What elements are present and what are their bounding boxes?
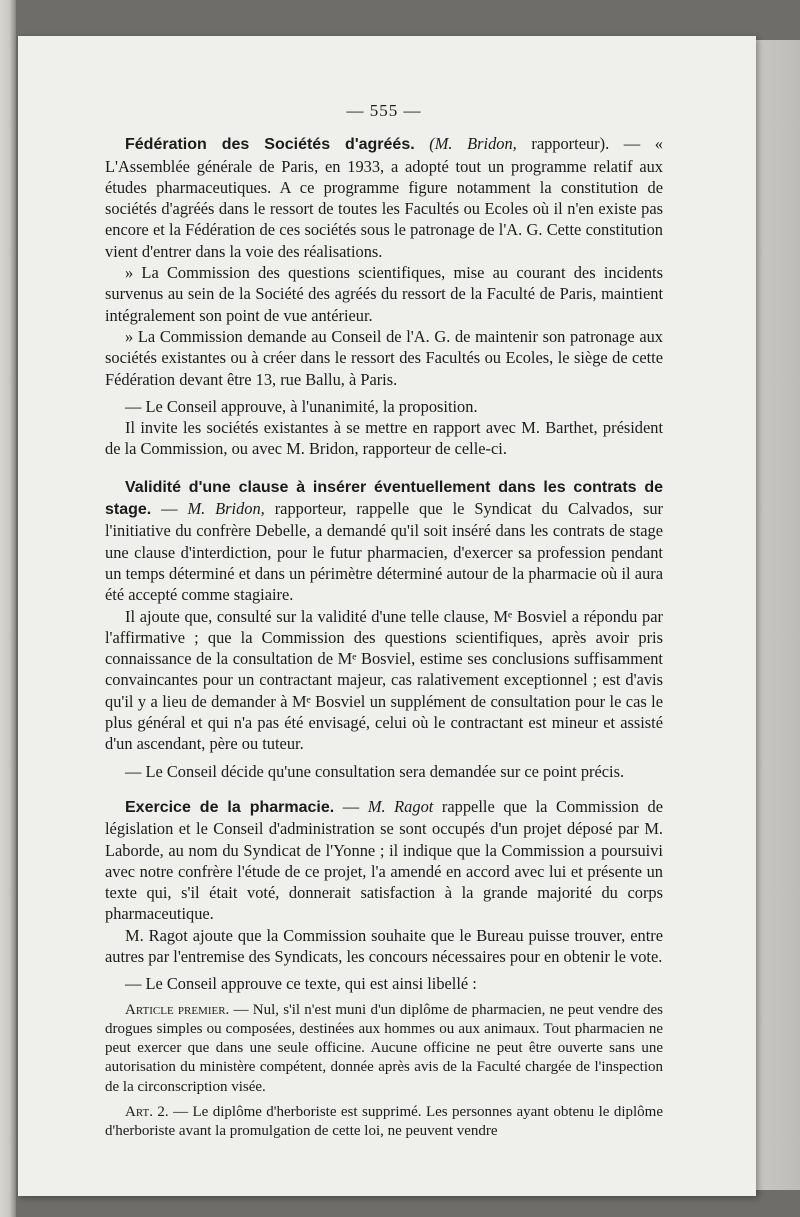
speaker-name: (M. Bridon, [429,134,517,154]
paragraph: — Le Conseil approuve, à l'unanimité, la proposition. [125,396,478,416]
paragraph-text: rappelle que la Commission de législation et le Conseil d'administration se sont occupés d'un projet déposé par M. Laborde, au nom du Syndicat de l'Yonne ; il indique que la Commission a poursuivi avec notre confrère l'étude de ce projet, l'a amendé en accord avec lui et présente un texte qui, s'il était voté, donnerait satisfaction à la grande majorité du corps pharmaceutique. [105,796,663,924]
page-content [105,100,663,1142]
paragraph-text: rapporteur, rappelle que le Syndicat du Calvados, sur l'initiative du confrère Debelle, a demandé qu'il soit inséré dans les contrats de stage une clause d'interdiction, pour le futur pharmacien, d'exercer sa profession pendant un temps déterminé et dans un périmètre déterminé autour de la pharmacie où il aura été accepté comme stagiaire. [105,499,664,605]
dash: — [151,499,188,519]
document-page [18,36,756,1196]
article-label: Article premier. [125,1001,230,1018]
left-page-edge [0,0,16,1217]
section-validite [105,476,663,782]
paragraph: Il ajoute que, consulté sur la validité d'une telle clause, Mᵉ Bosviel a répondu par l'affirmative ; que la Commission des questions scientifiques, après avoir pris connaissance de la consultation de Mᵉ Bosviel, estime ses conclusions suffisamment convaincantes pour un contractant majeur, cas ralativement exceptionnel ; est d'avis qu'il y a lieu de demander à Mᵉ Bosviel un supplément de consultation pour le cas le plus général et qui n'a pas été envisagé, celui où le contractant est mineur et assisté d'un ascendant, père ou tuteur. [105,606,663,754]
paragraph: » La Commission demande au Conseil de l'A. G. de maintenir son patronage aux sociétés existantes ou à créer dans le ressort des Facultés ou Ecoles, le siège de cette Fédération devant être 13, rue Ballu, à Paris. [105,326,663,389]
article-label: Art. 2. [125,1104,169,1121]
article-text: — Nul, s'il n'est muni d'un diplôme de pharmacien, ne peut vendre des drogues simples ou composées, destinées aux hommes ou aux animaux. Tout pharmacien ne peut exercer que dans une seule officine. Aucune officine ne peut être ouverte sans une autorisation du ministère compétent, donnée après avis de la Faculté chargée de l'inspection de la circonscription visée. [105,1001,663,1095]
speaker-name: M. Ragot [367,796,434,816]
paragraph-text: rapporteur). — « L'Assemblée générale de Paris, en 1933, a adopté tout un programme relatif aux études pharmaceutiques. A ce programme figure notamment la constitution de sociétés d'agréés dans le ressort de toutes les Facultés ou Ecoles où il n'en existe pas encore et la Fédération de ces sociétés sous le patronage de l'A. G. Cette constitution vient d'entrer dans la voie des réalisations. [105,134,663,261]
section-heading: Exercice de la pharmacie. [125,798,335,816]
article-2 [105,1103,663,1142]
article-text: — Le diplôme d'herboriste est supprimé. Les personnes ayant obtenu le diplôme d'herboriste avant la promulgation de cette loi, ne peuvent vendre [105,1104,663,1140]
paragraph: Il invite les sociétés existantes à se mettre en rapport avec M. Barthet, président de la Commission, ou avec M. Bridon, rapporteur de celle-ci. [105,418,663,459]
page-number: — 555 — [346,101,422,120]
speaker-name: M. Bridon, [187,499,265,519]
section-heading: Fédération des Sociétés d'agréés. [125,136,415,154]
paragraph: M. Ragot ajoute que la Commission souhaite que le Bureau puisse trouver, entre autres par l'entremise des Syndicats, les concours nécessaires pour en obtenir le vote. [105,925,663,966]
stacked-pages-edge [756,40,800,1190]
article-1 [105,1001,663,1097]
section-federation [105,133,663,459]
paragraph: » La Commission des questions scientifiques, mise au courant des incidents survenus au sein de la Société des agréés du ressort de la Faculté de Paris, maintient intégralement son point de vue antérieur. [105,263,663,325]
section-heading: Validité d'une clause à insérer éventuellement dans les contrats de stage. [105,478,663,519]
paragraph: — Le Conseil décide qu'une consultation sera demandée sur ce point précis. [125,761,625,781]
dash: — [334,796,368,816]
section-exercice [105,796,663,1142]
paragraph: — Le Conseil approuve ce texte, qui est ainsi libellé : [125,974,477,994]
